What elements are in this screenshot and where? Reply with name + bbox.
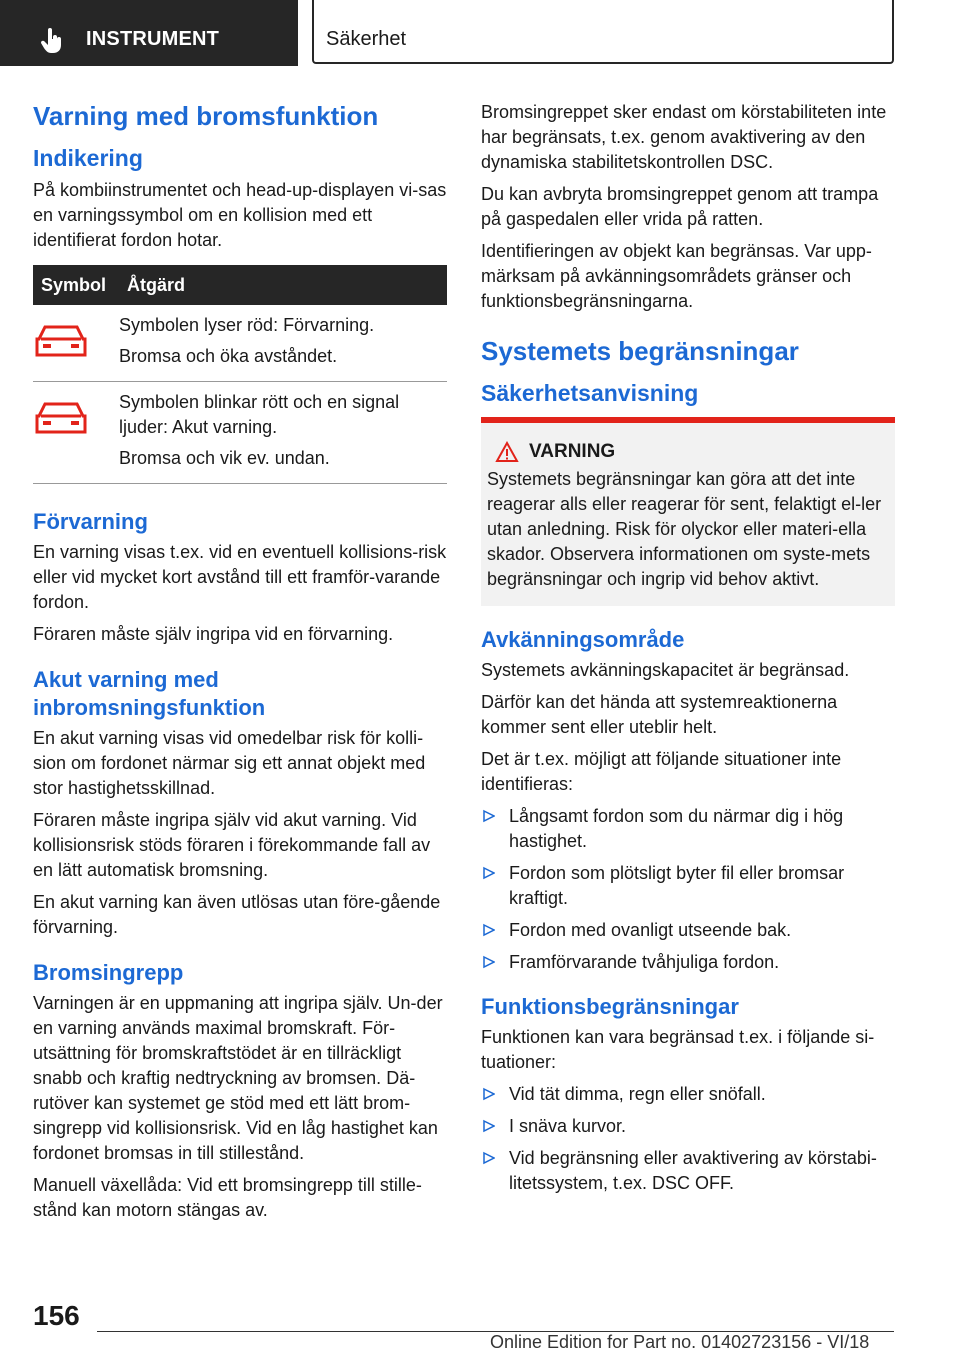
car-warning-flashing-icon [33,400,89,436]
heading-systemets-begransningar: Systemets begränsningar [481,336,799,366]
paragraph-indikering: På kombiinstrumentet och head-up-displayen vi-sas en varningssymbol om en kollision med ett identifierat fordon hotar. [33,180,447,250]
warning-title [487,441,889,463]
table-cell-action [119,382,447,484]
paragraph-akut: Föraren måste ingripa själv vid akut varning. Vid kollisionsrisk stöds föraren i förekommande fall av en lätt automatisk bromsning. [33,810,431,880]
table-cell-symbol [33,382,119,484]
heading-sakerhetsanvisning: Säkerhetsanvisning [481,380,699,406]
right-column [481,100,895,1204]
warning-box [481,417,895,606]
triangle-bullet-icon [483,809,495,823]
list-item: Fordon som plötsligt byter fil eller bromsar kraftigt. [481,861,895,911]
action-text: Bromsa och vik ev. undan. [119,448,330,468]
action-text: Symbolen lyser röd: Förvarning. [119,315,375,335]
left-column [33,100,447,1230]
table-cell-action [119,305,447,382]
page-header [0,0,960,66]
paragraph-avk: Systemets avkänningskapacitet är begränsad. [481,660,850,680]
situations-list [481,804,895,975]
heading-avkanningsomrade: Avkänningsområde [481,627,685,652]
paragraph-avk: Det är t.ex. möjligt att följande situationer inte identifieras: [481,749,842,794]
table-row [33,305,447,382]
paragraph-forvarning: Föraren måste själv ingripa vid en förvarning. [33,624,394,644]
paragraph-akut: En akut varning visas vid omedelbar risk för kolli-sion om fordonet närmar sig ett annat objekt med stor hastighetsskillnad. [33,728,426,798]
list-item: I snäva kurvor. [481,1114,895,1139]
chapter-tab-sakerhet [312,0,894,64]
section-title: Varning med bromsfunktion [33,101,379,131]
chapter-tab-label: Säkerhet [326,28,407,50]
paragraph-akut: En akut varning kan även utlösas utan före-gående förvarning. [33,892,441,937]
action-text: Symbolen blinkar rött och en signal ljuder: Akut varning. [119,392,400,437]
warning-triangle-icon [495,441,519,463]
heading-bromsingrepp: Bromsingrepp [33,960,184,985]
paragraph-avk: Därför kan det hända att systemreaktionerna kommer sent eller uteblir helt. [481,692,838,737]
table-header-atgard: Åtgärd [119,265,447,305]
car-warning-red-icon [33,323,89,359]
triangle-bullet-icon [483,923,495,937]
paragraph: Identifieringen av objekt kan begränsas. Var upp-märksam på avkänningsområdets gränser och funktionsbegränsningarna. [481,241,872,311]
table-cell-symbol [33,305,119,382]
section-tab-instrument [0,0,298,66]
list-item: Vid tät dimma, regn eller snöfall. [481,1082,895,1107]
triangle-bullet-icon [483,955,495,969]
triangle-bullet-icon [483,1151,495,1165]
heading-forvarning: Förvarning [33,509,148,534]
list-item: Långsamt fordon som du närmar dig i hög hastighet. [481,804,895,854]
warning-title-text: VARNING [529,441,616,462]
heading-akut-varning: Akut varning med inbromsningsfunktion [33,667,266,720]
list-item: Vid begränsning eller avaktivering av körstabi-litetssystem, t.ex. DSC OFF. [481,1146,895,1196]
table-row [33,382,447,484]
symbol-table [33,265,447,484]
footer-edition: Online Edition for Part no. 01402723156 - VI/18 [490,1332,870,1352]
triangle-bullet-icon [483,866,495,880]
paragraph-bromsingrepp: Manuell växellåda: Vid ett bromsingrepp till stille-stånd kan motorn stängas av. [33,1175,422,1220]
heading-indikering: Indikering [33,145,143,171]
triangle-bullet-icon [483,1087,495,1101]
limitations-list [481,1082,895,1196]
paragraph: Du kan avbryta bromsingreppet genom att trampa på gaspedalen eller vrida på ratten. [481,184,879,229]
triangle-bullet-icon [483,1119,495,1133]
hand-pointer-icon [40,28,64,54]
page-number: 156 [33,1300,80,1331]
heading-funktionsbegransningar: Funktionsbegränsningar [481,994,739,1019]
list-item: Fordon med ovanligt utseende bak. [481,918,895,943]
paragraph-bromsingrepp: Varningen är en uppmaning att ingripa själv. Un-der en varning används maximal bromskraft. För-utsättning för bromskraftstödet är en tillräckligt snabb och kraftig nedtryckning av bromsen. Dä-rutöver kan systemet ge stöd med ett lätt brom-singrepp vid kollisionsrisk. Vid en låg hastighet kan fordonet bromsas in till stillestånd. [33,993,443,1163]
section-tab-label: INSTRUMENT [86,28,220,50]
paragraph-forvarning: En varning visas t.ex. vid en eventuell kollisions-risk eller vid mycket kort avstånd till ett framför-varande fordon. [33,542,447,612]
warning-text: Systemets begränsningar kan göra att det inte reagerar alls eller reagerar för sent, felaktigt el-ler utan anledning. Risk för olyckor eller materi-ella skador. Observera informationen om syste-mets begränsningar och ingrip vid behov aktivt. [487,469,882,589]
list-item: Framförvarande tvåhjuliga fordon. [481,950,895,975]
action-text: Bromsa och öka avståndet. [119,346,338,366]
table-header-symbol: Symbol [33,265,119,305]
paragraph: Bromsingreppet sker endast om körstabiliteten inte har begränsats, t.ex. genom avaktivering av den dynamiska stabilitetskontrollen DSC. [481,102,887,172]
paragraph-funk: Funktionen kan vara begränsad t.ex. i följande si-tuationer: [481,1027,875,1072]
